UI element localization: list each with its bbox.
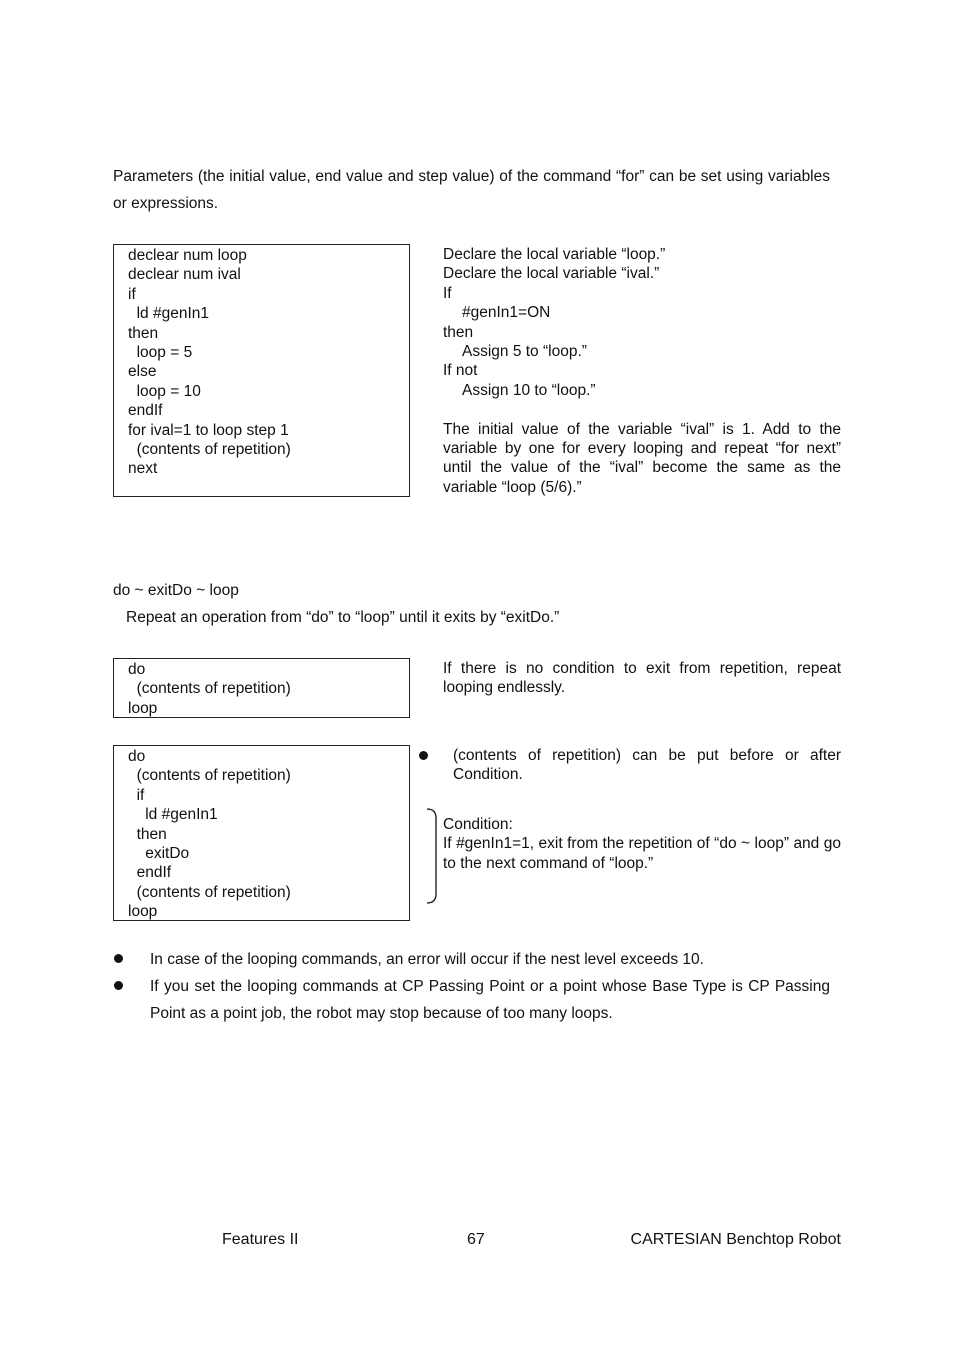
code-line: if — [128, 786, 145, 804]
code-line: endIf — [128, 402, 163, 420]
code-line: declear num ival — [128, 266, 241, 284]
do-example-1-description: If there is no condition to exit from repetition, repeat looping endlessly. — [443, 660, 841, 697]
desc-line: If — [443, 284, 452, 302]
code-line: else — [128, 363, 157, 381]
code-line: next — [128, 460, 158, 478]
do-code-box-1 — [113, 658, 410, 718]
footer-left: Features II — [222, 1231, 299, 1248]
note-item: In case of the looping commands, an error will occur if the nest level exceeds 10. — [150, 951, 704, 968]
note-item: If you set the looping commands at CP Passing Point or a point whose Base Type is CP Passing Point as a point job, the robot may stop because of too many loops. — [150, 978, 830, 1022]
bullet-dot — [114, 981, 123, 990]
desc-paragraph: The initial value of the variable “ival” is 1. Add to the variable by one for every looping and repeat “for next” until the value of the “ival” become the same as the variable “loop (5/6).” — [443, 420, 841, 496]
for-description — [443, 245, 841, 497]
section-subheading: Repeat an operation from “do” to “loop” until it exits by “exitDo.” — [126, 609, 560, 626]
section-heading: do ~ exitDo ~ loop — [113, 582, 239, 599]
code-line: (contents of repetition) — [128, 883, 291, 901]
bracket-icon — [424, 808, 440, 904]
bullet-dot — [114, 954, 123, 963]
desc-line: Assign 10 to “loop.” — [462, 381, 596, 399]
condition-text: If #genIn1=1, exit from the repetition of “do ~ loop” and go to the next command of “loop.” — [443, 835, 841, 872]
code-line: do — [128, 661, 146, 678]
code-line: loop = 5 — [128, 343, 193, 361]
bullet-dot — [419, 751, 428, 760]
code-line: (contents of repetition) — [128, 680, 291, 698]
do-code-box-2 — [113, 745, 410, 921]
for-code-box — [113, 244, 410, 497]
code-line: endIf — [128, 864, 172, 882]
desc-line: If not — [443, 362, 478, 380]
intro-paragraph: Parameters (the initial value, end value and step value) of the command “for” can be set using variables or expressions. — [113, 168, 830, 212]
condition-label: Condition: — [443, 816, 513, 833]
desc-line: Assign 5 to “loop.” — [462, 343, 587, 361]
condition-block — [443, 815, 841, 873]
desc-line: Declare the local variable “ival.” — [443, 265, 660, 283]
code-line: loop — [128, 903, 158, 921]
footer-right: CARTESIAN Benchtop Robot — [630, 1231, 841, 1248]
desc-line: #genIn1=ON — [462, 304, 551, 322]
code-line: (contents of repetition) — [128, 767, 291, 785]
code-line: (contents of repetition) — [128, 440, 291, 458]
code-line: then — [128, 825, 167, 843]
code-line: then — [128, 324, 159, 342]
code-line: ld #genIn1 — [128, 806, 218, 824]
footer-page-number: 67 — [467, 1231, 485, 1248]
code-line: if — [128, 285, 136, 303]
code-line: declear num loop — [128, 247, 247, 264]
code-line: loop = 10 — [128, 382, 201, 400]
code-line: ld #genIn1 — [128, 305, 210, 323]
code-line: loop — [128, 699, 158, 717]
do-example-2-bullet: (contents of repetition) can be put before or after Condition. — [453, 747, 841, 784]
desc-line: then — [443, 323, 474, 341]
code-line: exitDo — [128, 844, 190, 862]
code-line: for ival=1 to loop step 1 — [128, 421, 289, 439]
code-line: do — [128, 748, 146, 765]
desc-line: Declare the local variable “loop.” — [443, 246, 666, 263]
